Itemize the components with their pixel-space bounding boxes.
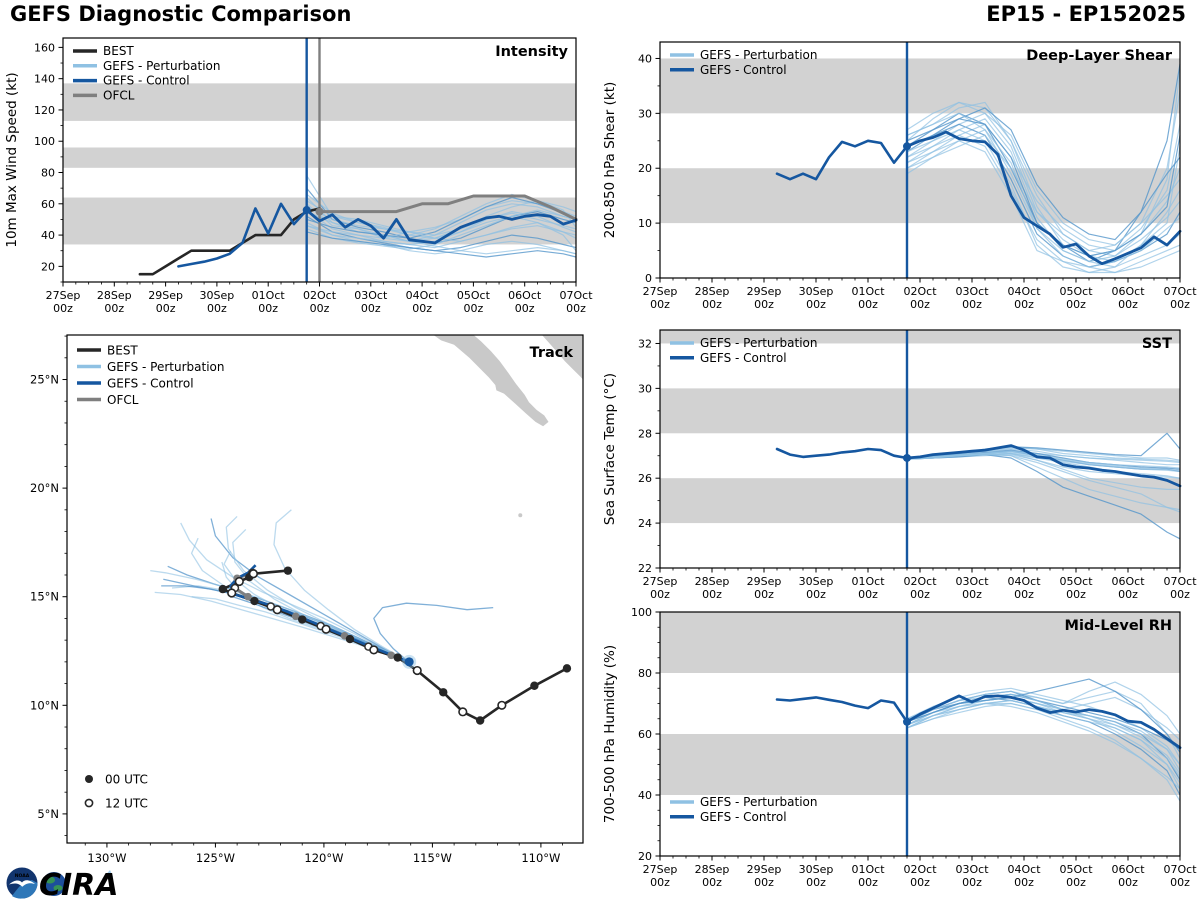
svg-text:00z: 00z <box>962 588 982 601</box>
svg-text:GEFS - Control: GEFS - Control <box>700 350 787 365</box>
svg-text:00z: 00z <box>754 588 774 601</box>
svg-text:00z: 00z <box>1014 588 1034 601</box>
cira-logo-text: CIRA <box>39 868 119 900</box>
svg-text:80: 80 <box>41 166 55 180</box>
best-track-point-00utc <box>284 566 292 574</box>
best-track-point-00utc <box>393 653 401 661</box>
sst-shaded-band <box>660 388 1180 433</box>
svg-text:BEST: BEST <box>103 44 134 58</box>
svg-text:GEFS - Control: GEFS - Control <box>700 809 787 824</box>
svg-text:00z: 00z <box>754 298 774 311</box>
shear-y-axis-label: 200-850 hPa Shear (kt) <box>602 81 618 239</box>
best-track-point-12utc <box>228 589 236 597</box>
footer-logos <box>7 868 119 900</box>
svg-text:00z: 00z <box>412 302 432 315</box>
island-land <box>518 513 522 517</box>
svg-text:02Oct: 02Oct <box>302 289 337 302</box>
svg-text:00z: 00z <box>806 588 826 601</box>
svg-text:120: 120 <box>34 103 55 117</box>
svg-text:02Oct: 02Oct <box>903 863 937 876</box>
svg-text:22: 22 <box>638 562 652 575</box>
svg-text:00z: 00z <box>650 588 670 601</box>
svg-text:00z: 00z <box>53 302 73 315</box>
cira-logo <box>39 868 119 900</box>
svg-text:GEFS - Control: GEFS - Control <box>103 73 190 88</box>
svg-text:05Oct: 05Oct <box>456 289 490 302</box>
svg-text:5°N: 5°N <box>37 806 59 821</box>
svg-text:BEST: BEST <box>107 343 138 358</box>
svg-text:00z: 00z <box>910 876 930 889</box>
rh-marker-dot <box>903 718 911 726</box>
storm-id-title: EP15 - EP152025 <box>986 2 1186 26</box>
svg-text:00z: 00z <box>858 588 878 601</box>
svg-text:07Oct: 07Oct <box>1163 285 1197 298</box>
svg-text:00z: 00z <box>962 298 982 311</box>
rh-panel-title: Mid-Level RH <box>1064 618 1172 634</box>
shear-panel-title: Deep-Layer Shear <box>1026 48 1172 64</box>
svg-text:00z: 00z <box>858 876 878 889</box>
svg-text:06Oct: 06Oct <box>1111 285 1145 298</box>
svg-text:04Oct: 04Oct <box>405 289 439 302</box>
rh-y-axis-label: 700-500 hPa Humidity (%) <box>602 644 618 824</box>
svg-text:60: 60 <box>41 197 55 211</box>
svg-text:GEFS - Control: GEFS - Control <box>700 62 787 77</box>
ofcl-track-point <box>244 593 252 601</box>
best-track-point-00utc <box>298 615 306 623</box>
svg-text:04Oct: 04Oct <box>1007 575 1041 588</box>
svg-text:01Oct: 01Oct <box>851 863 885 876</box>
svg-text:130°W: 130°W <box>87 851 127 865</box>
sst-marker-dot <box>903 454 911 462</box>
svg-text:02Oct: 02Oct <box>903 575 937 588</box>
svg-text:00z: 00z <box>258 302 279 315</box>
sst-y-axis-label: Sea Surface Temp (°C) <box>602 372 618 526</box>
best-track-point-12utc <box>235 578 243 586</box>
svg-text:28Sep: 28Sep <box>694 285 730 298</box>
svg-text:04Oct: 04Oct <box>1007 863 1041 876</box>
svg-text:110°W: 110°W <box>521 851 561 865</box>
track-legend <box>77 344 224 408</box>
track-map-panel <box>30 335 583 865</box>
svg-text:00z: 00z <box>360 302 381 315</box>
intensity-y-axis-label: 10m Max Wind Speed (kt) <box>4 72 20 248</box>
svg-text:00z: 00z <box>702 876 722 889</box>
figure-title: GEFS Diagnostic Comparison <box>10 2 352 26</box>
svg-text:GEFS - Perturbation: GEFS - Perturbation <box>107 360 225 374</box>
rh-panel <box>602 606 1197 889</box>
svg-text:00z: 00z <box>1014 876 1034 889</box>
svg-text:125°W: 125°W <box>195 851 235 865</box>
svg-text:00z: 00z <box>155 302 176 315</box>
svg-text:00z: 00z <box>463 302 484 315</box>
svg-text:00z: 00z <box>566 302 586 315</box>
best-track-point-12utc <box>459 708 467 716</box>
svg-text:00z: 00z <box>650 876 670 889</box>
svg-text:15°N: 15°N <box>30 589 59 604</box>
svg-text:00z: 00z <box>1066 876 1086 889</box>
best-track-point-00utc <box>530 682 538 690</box>
utc00-marker <box>85 775 93 783</box>
rh-shaded-band <box>660 734 1180 795</box>
svg-text:28: 28 <box>638 427 652 441</box>
svg-text:24: 24 <box>638 517 652 531</box>
utc-marker-legend <box>85 773 148 811</box>
svg-text:01Oct: 01Oct <box>851 285 885 298</box>
svg-text:00z: 00z <box>1170 298 1190 311</box>
svg-text:10°N: 10°N <box>30 698 59 713</box>
perturbation-track <box>226 516 408 662</box>
svg-text:00z: 00z <box>1118 876 1138 889</box>
best-track-point-12utc <box>498 702 506 710</box>
svg-text:27Sep: 27Sep <box>642 575 678 588</box>
svg-text:00z: 00z <box>702 298 722 311</box>
best-track-line <box>223 571 567 721</box>
svg-text:00z: 00z <box>858 298 878 311</box>
svg-text:00z: 00z <box>1170 588 1190 601</box>
svg-text:05Oct: 05Oct <box>1059 285 1093 298</box>
svg-text:00z: 00z <box>650 298 670 311</box>
svg-text:29Sep: 29Sep <box>148 289 183 302</box>
best-track-point-00utc <box>563 664 571 672</box>
svg-text:GEFS - Perturbation: GEFS - Perturbation <box>700 795 818 809</box>
svg-text:10: 10 <box>638 217 652 231</box>
svg-text:04Oct: 04Oct <box>1007 285 1041 298</box>
svg-text:00z: 00z <box>962 876 982 889</box>
svg-text:29Sep: 29Sep <box>746 285 782 298</box>
sst-control_pre-line <box>777 449 907 458</box>
intensity-marker-dot <box>303 206 311 214</box>
svg-text:06Oct: 06Oct <box>1111 863 1145 876</box>
svg-text:25°N: 25°N <box>30 372 59 387</box>
best-track-point-00utc <box>439 688 447 696</box>
svg-text:120°W: 120°W <box>304 851 344 865</box>
rh-control_pre-line <box>777 697 907 721</box>
svg-text:0: 0 <box>645 272 652 285</box>
svg-text:00z: 00z <box>1014 298 1034 311</box>
utc12-marker <box>85 799 92 806</box>
svg-text:28Sep: 28Sep <box>96 289 132 302</box>
svg-text:32: 32 <box>638 337 652 351</box>
svg-text:OFCL: OFCL <box>103 88 135 103</box>
svg-text:100: 100 <box>34 135 55 149</box>
svg-text:60: 60 <box>638 728 652 741</box>
svg-text:02Oct: 02Oct <box>903 285 937 298</box>
svg-text:06Oct: 06Oct <box>1111 575 1145 588</box>
svg-text:20°N: 20°N <box>30 481 59 496</box>
svg-text:GEFS - Perturbation: GEFS - Perturbation <box>700 48 818 62</box>
svg-text:00 UTC: 00 UTC <box>105 772 148 787</box>
svg-text:OFCL: OFCL <box>107 393 139 407</box>
svg-text:12 UTC: 12 UTC <box>105 796 148 811</box>
svg-text:20: 20 <box>638 162 652 176</box>
svg-text:00z: 00z <box>910 588 930 601</box>
best-track-point-12utc <box>273 606 281 614</box>
svg-text:29Sep: 29Sep <box>746 863 782 876</box>
svg-text:30Sep: 30Sep <box>798 575 834 588</box>
svg-text:00z: 00z <box>806 876 826 889</box>
svg-text:05Oct: 05Oct <box>1059 863 1093 876</box>
best-track-point-12utc <box>413 667 421 675</box>
svg-text:01Oct: 01Oct <box>251 289 285 302</box>
control-start-point <box>405 657 414 666</box>
svg-text:03Oct: 03Oct <box>955 863 989 876</box>
shear-panel <box>602 42 1197 311</box>
intensity-panel <box>4 38 593 315</box>
svg-text:00z: 00z <box>514 302 535 315</box>
svg-text:29Sep: 29Sep <box>746 575 782 588</box>
svg-text:40: 40 <box>638 789 652 802</box>
svg-text:00z: 00z <box>1066 588 1086 601</box>
map-frame <box>67 335 583 843</box>
svg-text:00z: 00z <box>104 302 125 315</box>
svg-text:00z: 00z <box>1118 588 1138 601</box>
best-track-point-00utc <box>476 716 484 724</box>
svg-text:28Sep: 28Sep <box>694 575 730 588</box>
svg-text:05Oct: 05Oct <box>1059 575 1093 588</box>
best-track-point-12utc <box>322 625 330 633</box>
best-track-point-12utc <box>370 646 378 654</box>
svg-text:06Oct: 06Oct <box>508 289 542 302</box>
noaa-logo <box>7 868 38 899</box>
svg-text:40: 40 <box>41 229 55 243</box>
svg-text:07Oct: 07Oct <box>1163 863 1197 876</box>
svg-text:27Sep: 27Sep <box>642 863 678 876</box>
svg-text:00z: 00z <box>1170 876 1190 889</box>
svg-text:GEFS - Control: GEFS - Control <box>107 376 194 391</box>
track-panel-title: Track <box>529 345 573 361</box>
svg-text:30Sep: 30Sep <box>798 863 834 876</box>
svg-text:03Oct: 03Oct <box>354 289 388 302</box>
svg-text:00z: 00z <box>910 298 930 311</box>
svg-text:30Sep: 30Sep <box>199 289 235 302</box>
best-track-point-12utc <box>250 570 258 578</box>
svg-text:30: 30 <box>638 107 652 121</box>
svg-text:07Oct: 07Oct <box>559 289 593 302</box>
svg-text:20: 20 <box>638 850 652 863</box>
sst-frame <box>660 330 1180 568</box>
svg-text:00z: 00z <box>806 298 826 311</box>
intensity-panel-title: Intensity <box>495 44 568 60</box>
svg-text:160: 160 <box>34 41 55 55</box>
best-track-point-00utc <box>250 597 258 605</box>
svg-text:40: 40 <box>638 52 652 66</box>
best-track-point-00utc <box>219 585 227 593</box>
svg-text:28Sep: 28Sep <box>694 863 730 876</box>
svg-text:30: 30 <box>638 382 652 396</box>
shear-marker-dot <box>903 142 911 150</box>
svg-text:00z: 00z <box>1066 298 1086 311</box>
svg-text:140: 140 <box>34 72 55 86</box>
svg-text:00z: 00z <box>702 588 722 601</box>
svg-text:00z: 00z <box>1118 298 1138 311</box>
noaa-logo-text: NOAA <box>14 874 30 879</box>
perturbation-track <box>233 529 409 662</box>
svg-text:20: 20 <box>41 260 55 274</box>
rh-legend <box>670 795 817 824</box>
best-track-point-00utc <box>346 635 354 643</box>
svg-text:GEFS - Perturbation: GEFS - Perturbation <box>700 336 818 350</box>
svg-text:00z: 00z <box>207 302 227 315</box>
svg-text:03Oct: 03Oct <box>955 285 989 298</box>
svg-text:03Oct: 03Oct <box>955 575 989 588</box>
svg-text:07Oct: 07Oct <box>1163 575 1197 588</box>
intensity-marker-dot <box>316 208 324 216</box>
svg-text:80: 80 <box>638 667 652 680</box>
svg-text:100: 100 <box>631 606 652 619</box>
svg-text:27Sep: 27Sep <box>45 289 81 302</box>
svg-text:01Oct: 01Oct <box>851 575 885 588</box>
svg-text:26: 26 <box>638 472 652 486</box>
svg-text:30Sep: 30Sep <box>798 285 834 298</box>
sst-panel <box>602 330 1197 601</box>
svg-text:00z: 00z <box>754 876 774 889</box>
svg-text:115°W: 115°W <box>412 851 452 865</box>
svg-text:00z: 00z <box>309 302 330 315</box>
svg-text:GEFS - Perturbation: GEFS - Perturbation <box>103 58 221 73</box>
shear-shaded-band <box>660 168 1180 223</box>
sst-panel-title: SST <box>1141 336 1172 352</box>
svg-text:27Sep: 27Sep <box>642 285 678 298</box>
